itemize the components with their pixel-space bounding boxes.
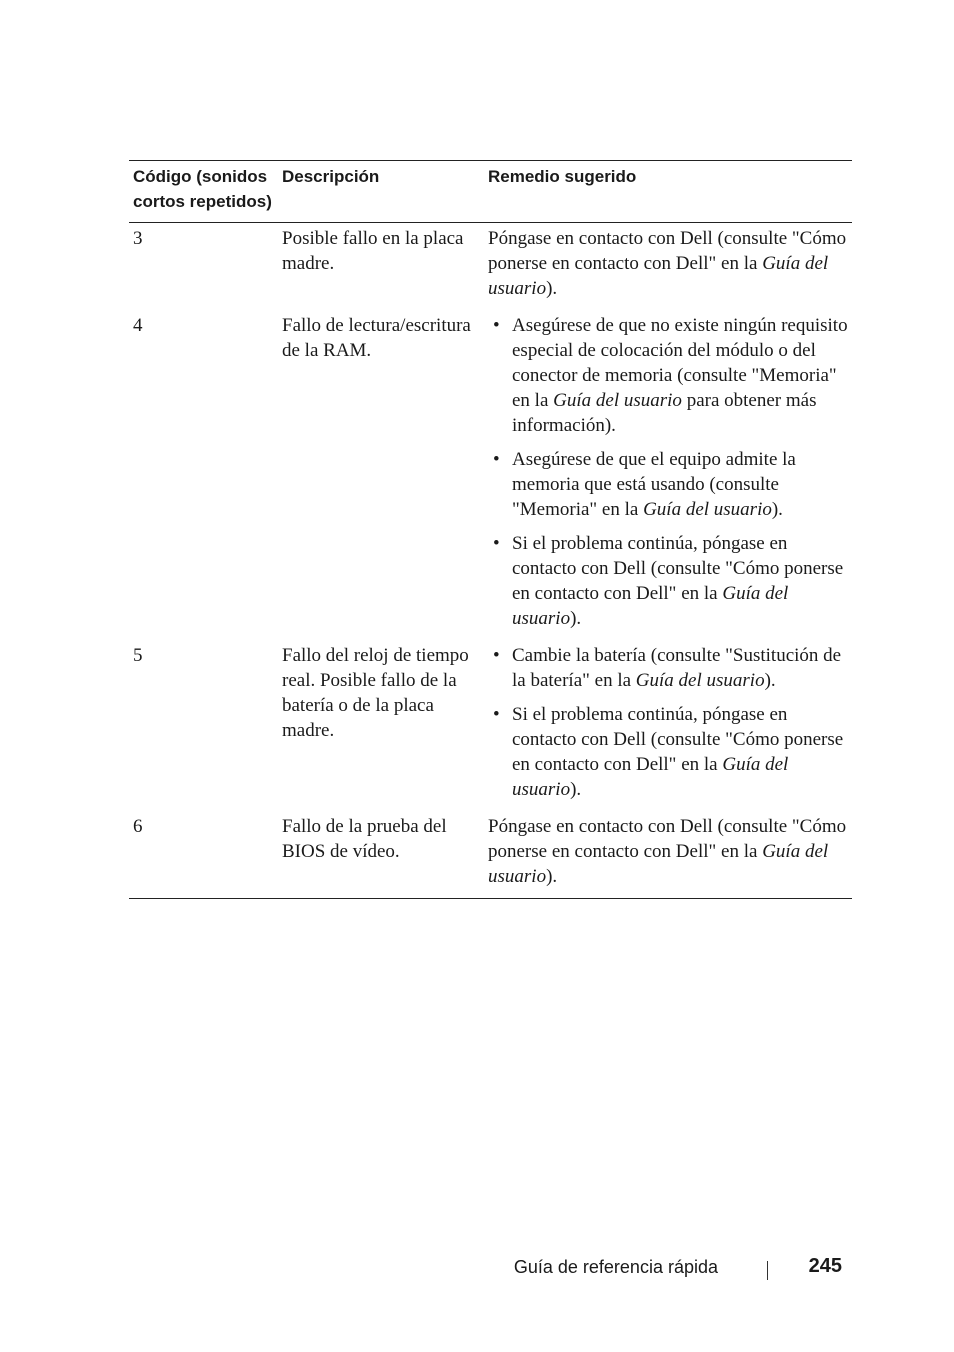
footer-separator <box>767 1261 768 1280</box>
text-segment: Cambie la batería (consulte "Sustitución de la batería" en la <box>512 645 842 691</box>
remedy-list <box>488 313 848 631</box>
text-segment: para obtener más información). <box>512 390 817 436</box>
beep-code-cell: 6 <box>133 816 143 837</box>
beep-code-table-container <box>129 160 852 899</box>
text-segment: ). <box>546 866 558 887</box>
text-segment: Asegúrese de que no existe ningún requisito especial de colocación del módulo o del conector de memoria (consulte "Memoria" en la <box>512 315 848 411</box>
text-segment: ). <box>570 608 582 629</box>
page-footer <box>0 1255 954 1285</box>
table-row <box>129 310 852 640</box>
remedy-list-item <box>512 531 848 631</box>
table-row <box>129 811 852 899</box>
text-segment: Póngase en contacto con Dell (consulte "Cómo ponerse en contacto con Dell" en la <box>488 228 847 274</box>
description-cell: Fallo del reloj de tiempo real. Posible fallo de la batería o de la placa madre. <box>282 645 469 741</box>
beep-code-cell: 3 <box>133 228 143 249</box>
remedy-cell <box>484 640 852 811</box>
remedy-list-item <box>512 702 848 802</box>
description-cell: Fallo de la prueba del BIOS de vídeo. <box>282 816 447 862</box>
text-segment: Si el problema continúa, póngase en contacto con Dell (consulte "Cómo ponerse en contacto con Dell" en la <box>512 533 844 604</box>
remedy-list-item <box>512 447 848 522</box>
remedy-cell <box>484 310 852 640</box>
header-remedy: Remedio sugerido <box>488 167 637 186</box>
remedy-list <box>488 643 848 802</box>
header-description: Descripción <box>282 167 380 186</box>
text-segment: Si el problema continúa, póngase en contacto con Dell (consulte "Cómo ponerse en contacto con Dell" en la <box>512 704 844 775</box>
italic-reference: Guía del usuario <box>512 583 789 629</box>
text-segment: ). <box>570 779 582 800</box>
italic-reference: Guía del usuario <box>635 670 765 691</box>
beep-code-cell: 5 <box>133 645 143 666</box>
text-segment: Póngase en contacto con Dell (consulte "Cómo ponerse en contacto con Dell" en la <box>488 816 847 862</box>
italic-reference: Guía del usuario <box>643 499 772 520</box>
footer-title: Guía de referencia rápida <box>513 1257 718 1277</box>
text-segment: ). <box>764 670 776 691</box>
italic-reference: Guía del usuario <box>488 253 829 299</box>
remedy-list-item <box>512 643 848 693</box>
table-header-row <box>129 161 852 223</box>
italic-reference: Guía del usuario <box>512 754 789 800</box>
text-segment: ). <box>771 499 783 520</box>
table-row <box>129 223 852 311</box>
beep-code-table <box>129 160 852 899</box>
remedy-list-item <box>512 313 848 438</box>
table-body <box>129 223 852 899</box>
italic-reference: Guía del usuario <box>553 390 682 411</box>
table-row <box>129 640 852 811</box>
italic-reference: Guía del usuario <box>488 841 829 887</box>
text-segment: Asegúrese de que el equipo admite la memoria que está usando (consulte "Memoria" en la <box>512 449 796 520</box>
remedy-cell <box>484 223 852 311</box>
header-code: Código (sonidos cortos repetidos) <box>133 167 272 211</box>
page-number: 245 <box>808 1255 842 1277</box>
description-cell: Fallo de lectura/escritura de la RAM. <box>282 315 471 361</box>
text-segment: ). <box>546 278 558 299</box>
description-cell: Posible fallo en la placa madre. <box>282 228 464 274</box>
beep-code-cell: 4 <box>133 315 143 336</box>
remedy-cell <box>484 811 852 899</box>
